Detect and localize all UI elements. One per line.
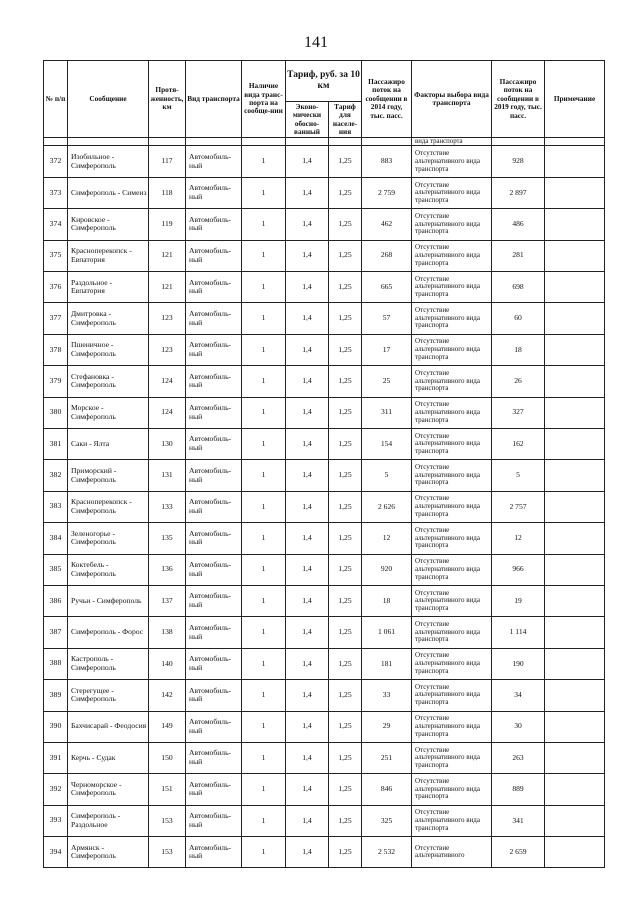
table-row xyxy=(44,837,605,868)
header-route: Сообщение xyxy=(68,61,149,138)
tariff-econ: 1,4 xyxy=(286,648,329,679)
note xyxy=(545,366,605,397)
route-name: Красноперекопск - Евпатория xyxy=(68,240,149,271)
header-note: Примечание xyxy=(545,61,605,138)
selection-factor: Отсутствие альтернативного вида транспорта xyxy=(412,648,492,679)
transport-type: Автомобиль-ный xyxy=(186,711,242,742)
route-name: Керчь - Судак xyxy=(68,742,149,773)
passengers-2019: 341 xyxy=(492,805,545,836)
passengers-2019: 889 xyxy=(492,774,545,805)
header-passengers-2014: Пассажиро поток на сообщении в 2014 году, тыс. пасс. xyxy=(362,61,412,138)
transport-type: Автомобиль-ный xyxy=(186,585,242,616)
transport-type: Автомобиль-ный xyxy=(186,617,242,648)
availability: 1 xyxy=(242,460,286,491)
passengers-2019: 18 xyxy=(492,334,545,365)
route-length: 123 xyxy=(149,303,186,334)
route-length: 142 xyxy=(149,680,186,711)
selection-factor: Отсутствие альтернативного вида транспорта xyxy=(412,680,492,711)
transport-type: Автомобиль-ный xyxy=(186,837,242,868)
row-number: 392 xyxy=(44,774,68,805)
route-length: 138 xyxy=(149,617,186,648)
route-length: 137 xyxy=(149,585,186,616)
selection-factor: Отсутствие альтернативного вида транспорта xyxy=(412,428,492,459)
passengers-2014: 33 xyxy=(362,680,412,711)
availability: 1 xyxy=(242,554,286,585)
row-number: 383 xyxy=(44,491,68,522)
passengers-2014: 29 xyxy=(362,711,412,742)
row-number: 394 xyxy=(44,837,68,868)
passengers-2014: 268 xyxy=(362,240,412,271)
availability: 1 xyxy=(242,648,286,679)
selection-factor: Отсутствие альтернативного вида транспорта xyxy=(412,617,492,648)
availability: 1 xyxy=(242,240,286,271)
selection-factor: Отсутствие альтернативного вида транспорта xyxy=(412,491,492,522)
selection-factor: Отсутствие альтернативного вида транспорта xyxy=(412,334,492,365)
tariff-pop: 1,25 xyxy=(329,837,362,868)
passengers-2019: 60 xyxy=(492,303,545,334)
tariff-pop: 1,25 xyxy=(329,711,362,742)
route-length: 149 xyxy=(149,711,186,742)
row-number: 385 xyxy=(44,554,68,585)
route-length: 153 xyxy=(149,837,186,868)
transport-type: Автомобиль-ный xyxy=(186,680,242,711)
route-name: Симферополь - Раздольное xyxy=(68,805,149,836)
route-length: 118 xyxy=(149,177,186,208)
selection-factor: Отсутствие альтернативного вида транспорта xyxy=(412,240,492,271)
tariff-econ: 1,4 xyxy=(286,334,329,365)
availability: 1 xyxy=(242,209,286,240)
route-name: Красноперекопск - Симферополь xyxy=(68,491,149,522)
route-length: 124 xyxy=(149,366,186,397)
note xyxy=(545,209,605,240)
transport-type: Автомобиль-ный xyxy=(186,209,242,240)
passengers-2014: 25 xyxy=(362,366,412,397)
table-row xyxy=(44,774,605,805)
passengers-2014: 846 xyxy=(362,774,412,805)
note xyxy=(545,774,605,805)
route-name: Изобильное - Симферополь xyxy=(68,146,149,177)
routes-table xyxy=(43,60,605,868)
selection-factor: Отсутствие альтернативного вида транспорта xyxy=(412,303,492,334)
transport-type: Автомобиль-ный xyxy=(186,460,242,491)
note xyxy=(545,711,605,742)
tariff-econ: 1,4 xyxy=(286,303,329,334)
row-number: 372 xyxy=(44,146,68,177)
tariff-econ: 1,4 xyxy=(286,209,329,240)
row-number: 386 xyxy=(44,585,68,616)
row-number: 393 xyxy=(44,805,68,836)
passengers-2019: 12 xyxy=(492,523,545,554)
route-name: Симферополь - Симеиз xyxy=(68,177,149,208)
row-number: 379 xyxy=(44,366,68,397)
route-length: 153 xyxy=(149,805,186,836)
passengers-2019: 486 xyxy=(492,209,545,240)
tariff-pop: 1,25 xyxy=(329,397,362,428)
row-number: 384 xyxy=(44,523,68,554)
tariff-econ: 1,4 xyxy=(286,272,329,303)
transport-type: Автомобиль-ный xyxy=(186,648,242,679)
note xyxy=(545,585,605,616)
route-length: 133 xyxy=(149,491,186,522)
passengers-2019: 2 757 xyxy=(492,491,545,522)
note xyxy=(545,428,605,459)
table-row xyxy=(44,428,605,459)
table-row xyxy=(44,366,605,397)
table-row xyxy=(44,177,605,208)
route-length: 121 xyxy=(149,272,186,303)
table-row xyxy=(44,617,605,648)
tariff-econ: 1,4 xyxy=(286,617,329,648)
header-factors: Факторы выбора вида транспорта xyxy=(412,61,492,138)
availability: 1 xyxy=(242,805,286,836)
note xyxy=(545,303,605,334)
tariff-pop: 1,25 xyxy=(329,240,362,271)
route-name: Дмитровка - Симферополь xyxy=(68,303,149,334)
table-row xyxy=(44,209,605,240)
passengers-2019: 5 xyxy=(492,460,545,491)
tariff-econ: 1,4 xyxy=(286,711,329,742)
availability: 1 xyxy=(242,491,286,522)
selection-factor: Отсутствие альтернативного вида транспорта xyxy=(412,272,492,303)
route-name: Зеленогорье - Симферополь xyxy=(68,523,149,554)
tariff-pop: 1,25 xyxy=(329,585,362,616)
transport-type: Автомобиль-ный xyxy=(186,742,242,773)
passengers-2019: 2 897 xyxy=(492,177,545,208)
route-length: 151 xyxy=(149,774,186,805)
passengers-2014: 883 xyxy=(362,146,412,177)
route-name: Кастрополь - Симферополь xyxy=(68,648,149,679)
tariff-pop: 1,25 xyxy=(329,554,362,585)
route-length: 121 xyxy=(149,240,186,271)
tariff-pop: 1,25 xyxy=(329,774,362,805)
selection-factor: Отсутствие альтернативного вида транспорта xyxy=(412,742,492,773)
route-length: 130 xyxy=(149,428,186,459)
note xyxy=(545,460,605,491)
carry-over-row xyxy=(44,138,605,146)
availability: 1 xyxy=(242,272,286,303)
route-name: Ручьи - Симферополь xyxy=(68,585,149,616)
tariff-pop: 1,25 xyxy=(329,366,362,397)
row-number: 391 xyxy=(44,742,68,773)
availability: 1 xyxy=(242,680,286,711)
transport-type: Автомобиль-ный xyxy=(186,146,242,177)
table-row xyxy=(44,491,605,522)
table-row xyxy=(44,460,605,491)
passengers-2014: 57 xyxy=(362,303,412,334)
passengers-2014: 2 759 xyxy=(362,177,412,208)
table-row xyxy=(44,334,605,365)
route-length: 117 xyxy=(149,146,186,177)
transport-type: Автомобиль-ный xyxy=(186,303,242,334)
passengers-2014: 1 061 xyxy=(362,617,412,648)
route-name: Армянск - Симферополь xyxy=(68,837,149,868)
passengers-2019: 26 xyxy=(492,366,545,397)
table-row xyxy=(44,397,605,428)
selection-factor: Отсутствие альтернативного вида транспорта xyxy=(412,554,492,585)
row-number: 390 xyxy=(44,711,68,742)
transport-type: Автомобиль-ный xyxy=(186,397,242,428)
tariff-econ: 1,4 xyxy=(286,491,329,522)
header-availability: Наличие вида транс-порта на сообще-нии xyxy=(242,61,286,138)
transport-type: Автомобиль-ный xyxy=(186,428,242,459)
tariff-econ: 1,4 xyxy=(286,177,329,208)
tariff-pop: 1,25 xyxy=(329,805,362,836)
note xyxy=(545,334,605,365)
transport-type: Автомобиль-ный xyxy=(186,366,242,397)
row-number: 374 xyxy=(44,209,68,240)
tariff-pop: 1,25 xyxy=(329,177,362,208)
route-name: Стефановка - Симферополь xyxy=(68,366,149,397)
tariff-pop: 1,25 xyxy=(329,617,362,648)
tariff-pop: 1,25 xyxy=(329,146,362,177)
passengers-2014: 920 xyxy=(362,554,412,585)
availability: 1 xyxy=(242,366,286,397)
availability: 1 xyxy=(242,837,286,868)
passengers-2014: 154 xyxy=(362,428,412,459)
note xyxy=(545,523,605,554)
transport-type: Автомобиль-ный xyxy=(186,774,242,805)
route-name: Приморский - Симферополь xyxy=(68,460,149,491)
table-row xyxy=(44,303,605,334)
passengers-2014: 181 xyxy=(362,648,412,679)
availability: 1 xyxy=(242,397,286,428)
passengers-2019: 190 xyxy=(492,648,545,679)
note xyxy=(545,554,605,585)
passengers-2019: 327 xyxy=(492,397,545,428)
table-row xyxy=(44,240,605,271)
header-num: № п/п xyxy=(44,61,68,138)
tariff-pop: 1,25 xyxy=(329,742,362,773)
tariff-econ: 1,4 xyxy=(286,585,329,616)
row-number: 381 xyxy=(44,428,68,459)
route-length: 140 xyxy=(149,648,186,679)
route-name: Бахчисарай - Феодосия xyxy=(68,711,149,742)
tariff-econ: 1,4 xyxy=(286,240,329,271)
row-number: 373 xyxy=(44,177,68,208)
tariff-pop: 1,25 xyxy=(329,460,362,491)
passengers-2014: 462 xyxy=(362,209,412,240)
route-name: Кировское - Симферополь xyxy=(68,209,149,240)
transport-type: Автомобиль-ный xyxy=(186,240,242,271)
row-number: 387 xyxy=(44,617,68,648)
availability: 1 xyxy=(242,177,286,208)
availability: 1 xyxy=(242,617,286,648)
selection-factor: Отсутствие альтернативного вида транспорта xyxy=(412,711,492,742)
availability: 1 xyxy=(242,303,286,334)
note xyxy=(545,617,605,648)
passengers-2019: 1 114 xyxy=(492,617,545,648)
row-number: 388 xyxy=(44,648,68,679)
note xyxy=(545,648,605,679)
passengers-2014: 665 xyxy=(362,272,412,303)
selection-factor: Отсутствие альтернативного вида транспорта xyxy=(412,209,492,240)
selection-factor: Отсутствие альтернативного вида транспорта xyxy=(412,805,492,836)
note xyxy=(545,805,605,836)
tariff-pop: 1,25 xyxy=(329,648,362,679)
table-row xyxy=(44,711,605,742)
passengers-2014: 12 xyxy=(362,523,412,554)
row-number: 375 xyxy=(44,240,68,271)
passengers-2014: 2 532 xyxy=(362,837,412,868)
selection-factor: Отсутствие альтернативного вида транспорта xyxy=(412,523,492,554)
passengers-2019: 263 xyxy=(492,742,545,773)
route-name: Морское - Симферополь xyxy=(68,397,149,428)
tariff-pop: 1,25 xyxy=(329,491,362,522)
passengers-2019: 34 xyxy=(492,680,545,711)
tariff-econ: 1,4 xyxy=(286,460,329,491)
transport-type: Автомобиль-ный xyxy=(186,523,242,554)
row-number: 376 xyxy=(44,272,68,303)
availability: 1 xyxy=(242,585,286,616)
passengers-2014: 17 xyxy=(362,334,412,365)
tariff-pop: 1,25 xyxy=(329,272,362,303)
table-row xyxy=(44,585,605,616)
tariff-econ: 1,4 xyxy=(286,837,329,868)
tariff-econ: 1,4 xyxy=(286,774,329,805)
tariff-econ: 1,4 xyxy=(286,397,329,428)
route-name: Раздольное - Евпатория xyxy=(68,272,149,303)
tariff-pop: 1,25 xyxy=(329,334,362,365)
transport-type: Автомобиль-ный xyxy=(186,805,242,836)
availability: 1 xyxy=(242,523,286,554)
availability: 1 xyxy=(242,742,286,773)
tariff-pop: 1,25 xyxy=(329,428,362,459)
header-tariff-econ: Эконо-мически обосно-ванный xyxy=(286,102,329,138)
tariff-pop: 1,25 xyxy=(329,303,362,334)
row-number: 377 xyxy=(44,303,68,334)
tariff-pop: 1,25 xyxy=(329,209,362,240)
table-row xyxy=(44,680,605,711)
availability: 1 xyxy=(242,334,286,365)
selection-factor: Отсутствие альтернативного вида транспорта xyxy=(412,397,492,428)
header-tariff-pop: Тариф для населе-ния xyxy=(329,102,362,138)
passengers-2019: 19 xyxy=(492,585,545,616)
route-length: 136 xyxy=(149,554,186,585)
route-length: 135 xyxy=(149,523,186,554)
note xyxy=(545,397,605,428)
note xyxy=(545,272,605,303)
row-number: 378 xyxy=(44,334,68,365)
note xyxy=(545,177,605,208)
passengers-2014: 325 xyxy=(362,805,412,836)
passengers-2019: 281 xyxy=(492,240,545,271)
selection-factor: Отсутствие альтернативного xyxy=(412,837,492,868)
table-row xyxy=(44,272,605,303)
row-number: 389 xyxy=(44,680,68,711)
passengers-2019: 966 xyxy=(492,554,545,585)
tariff-pop: 1,25 xyxy=(329,523,362,554)
note xyxy=(545,680,605,711)
selection-factor: Отсутствие альтернативного вида транспорта xyxy=(412,460,492,491)
route-length: 131 xyxy=(149,460,186,491)
passengers-2014: 18 xyxy=(362,585,412,616)
header-passengers-2019: Пассажиро поток на сообщении в 2019 году, тыс. пасс. xyxy=(492,61,545,138)
passengers-2014: 2 626 xyxy=(362,491,412,522)
route-name: Коктебель - Симферополь xyxy=(68,554,149,585)
note xyxy=(545,742,605,773)
transport-type: Автомобиль-ный xyxy=(186,272,242,303)
passengers-2019: 698 xyxy=(492,272,545,303)
selection-factor: Отсутствие альтернативного вида транспорта xyxy=(412,146,492,177)
route-name: Черноморское - Симферополь xyxy=(68,774,149,805)
availability: 1 xyxy=(242,146,286,177)
carry-over-factor: вида транспорта xyxy=(412,138,492,146)
availability: 1 xyxy=(242,711,286,742)
route-name: Стерегущее - Симферополь xyxy=(68,680,149,711)
note xyxy=(545,491,605,522)
header-tariff-group: Тариф, руб. за 10 км xyxy=(286,61,362,102)
route-name: Саки - Ялта xyxy=(68,428,149,459)
transport-type: Автомобиль-ный xyxy=(186,334,242,365)
note xyxy=(545,837,605,868)
tariff-econ: 1,4 xyxy=(286,523,329,554)
tariff-pop: 1,25 xyxy=(329,680,362,711)
tariff-econ: 1,4 xyxy=(286,742,329,773)
selection-factor: Отсутствие альтернативного вида транспорта xyxy=(412,774,492,805)
table-row xyxy=(44,523,605,554)
route-length: 119 xyxy=(149,209,186,240)
row-number: 380 xyxy=(44,397,68,428)
tariff-econ: 1,4 xyxy=(286,680,329,711)
passengers-2014: 251 xyxy=(362,742,412,773)
table-row xyxy=(44,146,605,177)
transport-type: Автомобиль-ный xyxy=(186,491,242,522)
passengers-2019: 2 659 xyxy=(492,837,545,868)
passengers-2014: 5 xyxy=(362,460,412,491)
selection-factor: Отсутствие альтернативного вида транспорта xyxy=(412,177,492,208)
table-row xyxy=(44,648,605,679)
note xyxy=(545,146,605,177)
row-number: 382 xyxy=(44,460,68,491)
table-row xyxy=(44,742,605,773)
tariff-econ: 1,4 xyxy=(286,146,329,177)
passengers-2019: 162 xyxy=(492,428,545,459)
availability: 1 xyxy=(242,428,286,459)
availability: 1 xyxy=(242,774,286,805)
tariff-econ: 1,4 xyxy=(286,428,329,459)
tariff-econ: 1,4 xyxy=(286,366,329,397)
route-length: 124 xyxy=(149,397,186,428)
route-name: Пшеничное - Симферополь xyxy=(68,334,149,365)
passengers-2019: 928 xyxy=(492,146,545,177)
route-name: Симферополь - Форос xyxy=(68,617,149,648)
table-row xyxy=(44,805,605,836)
passengers-2019: 30 xyxy=(492,711,545,742)
route-length: 150 xyxy=(149,742,186,773)
note xyxy=(545,240,605,271)
tariff-econ: 1,4 xyxy=(286,805,329,836)
table-row xyxy=(44,554,605,585)
selection-factor: Отсутствие альтернативного вида транспорта xyxy=(412,585,492,616)
header-transport-type: Вид транспорта xyxy=(186,61,242,138)
transport-type: Автомобиль-ный xyxy=(186,554,242,585)
transport-type: Автомобиль-ный xyxy=(186,177,242,208)
header-length: Протя-женность, км xyxy=(149,61,186,138)
selection-factor: Отсутствие альтернативного вида транспорта xyxy=(412,366,492,397)
route-length: 123 xyxy=(149,334,186,365)
tariff-econ: 1,4 xyxy=(286,554,329,585)
page-number: 141 xyxy=(304,34,328,51)
passengers-2014: 311 xyxy=(362,397,412,428)
